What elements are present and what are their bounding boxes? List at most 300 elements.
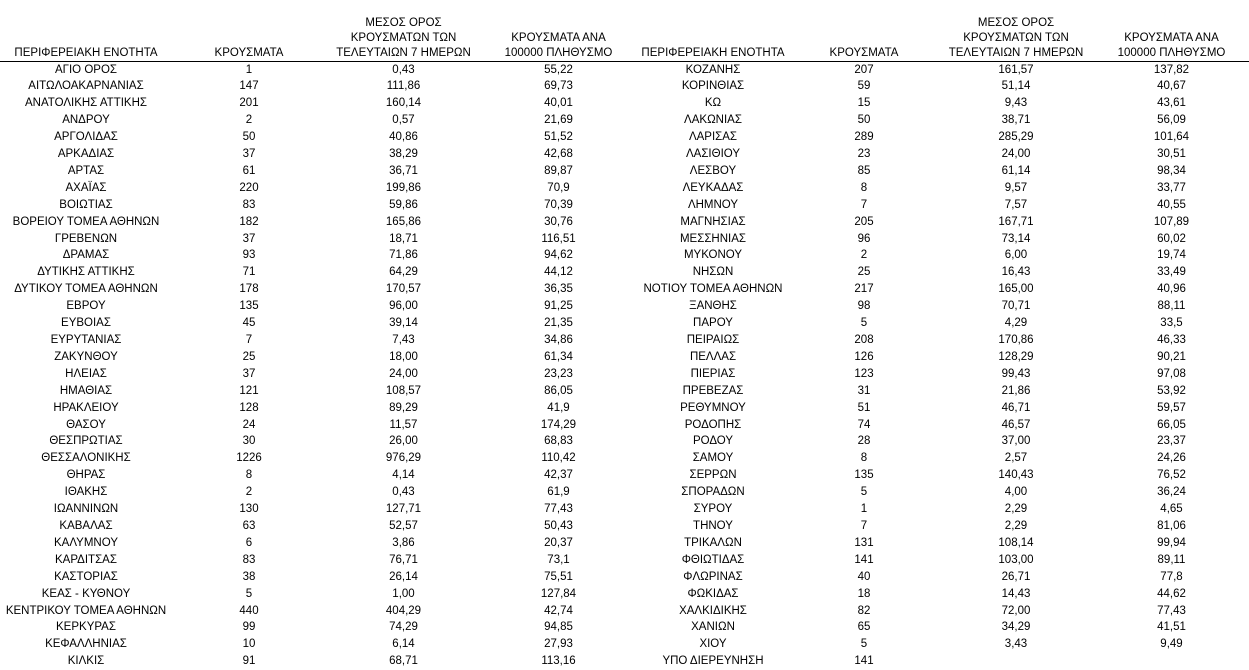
region-cell: ΕΥΡΥΤΑΝΙΑΣ xyxy=(50,334,122,346)
cases-cell: 37 xyxy=(242,148,256,161)
cases-cell: 440 xyxy=(239,604,259,617)
cases-cell: 7 xyxy=(860,198,868,211)
table-row xyxy=(636,315,1249,332)
per100k-cell: 110,42 xyxy=(541,452,576,465)
region-cell: ΛΕΥΚΑΔΑΣ xyxy=(682,181,744,194)
avg7-cell: 2,29 xyxy=(1004,503,1028,516)
cases-cell: 178 xyxy=(239,283,259,296)
table-row xyxy=(636,231,1249,248)
region-cell: ΔΡΑΜΑΣ xyxy=(62,249,110,262)
table-row xyxy=(636,298,1249,315)
cases-cell: 141 xyxy=(854,553,874,566)
table-row xyxy=(0,603,636,620)
cases-cell: 5 xyxy=(860,638,868,651)
table-row xyxy=(636,417,1249,434)
table-row xyxy=(636,484,1249,501)
per100k-cell: 30,76 xyxy=(544,215,573,228)
table-row xyxy=(0,264,636,281)
avg7-cell: 0,43 xyxy=(392,486,415,499)
avg7-cell: 0,57 xyxy=(392,114,415,127)
table-row xyxy=(636,180,1249,197)
avg7-cell: 170,86 xyxy=(998,334,1034,346)
cases-cell: 50 xyxy=(857,114,871,127)
per100k-cell: 70,9 xyxy=(547,181,570,194)
cases-cell: 7 xyxy=(245,334,253,346)
avg7-cell: 89,29 xyxy=(389,401,418,414)
cases-cell: 98 xyxy=(857,300,871,313)
region-cell: ΚΑΡΔΙΤΣΑΣ xyxy=(55,553,117,566)
avg7-cell: 111,86 xyxy=(386,80,421,93)
per100k-cell: 4,65 xyxy=(1160,503,1183,516)
table-row xyxy=(0,433,636,450)
cases-cell: 24 xyxy=(242,418,256,431)
per100k-cell: 33,5 xyxy=(1160,317,1183,330)
avg7-cell: 2,57 xyxy=(1004,452,1028,465)
region-cell: ΠΕΙΡΑΙΩΣ xyxy=(686,334,740,346)
per100k-cell: 56,09 xyxy=(1157,114,1186,127)
avg7-cell: 73,14 xyxy=(1001,232,1031,245)
table-row xyxy=(0,467,636,484)
region-cell: ΕΒΡΟΥ xyxy=(66,300,106,313)
avg7-cell: 26,00 xyxy=(389,435,418,448)
avg7-cell: 103,00 xyxy=(998,553,1034,566)
table-row xyxy=(636,535,1249,552)
region-cell: ΠΡΕΒΕΖΑΣ xyxy=(682,384,744,397)
per100k-cell: 66,05 xyxy=(1157,418,1186,431)
cases-cell: 147 xyxy=(239,80,259,93)
region-cell: ΖΑΚΥΝΘΟΥ xyxy=(54,350,118,363)
header-cases: ΚΡΟΥΣΜΑΤΑ xyxy=(172,0,326,61)
per100k-cell: 137,82 xyxy=(1153,63,1190,76)
cases-cell: 28 xyxy=(857,435,871,448)
per100k-cell: 94,85 xyxy=(544,621,573,634)
region-cell: ΦΛΩΡΙΝΑΣ xyxy=(683,570,743,583)
cases-cell: 50 xyxy=(242,131,256,144)
region-cell: ΜΥΚΟΝΟΥ xyxy=(683,249,743,262)
table-row xyxy=(0,586,636,603)
table-row xyxy=(636,400,1249,417)
per100k-cell: 42,37 xyxy=(544,469,573,482)
per100k-cell: 41,9 xyxy=(547,401,570,414)
cases-cell: 5 xyxy=(860,486,868,499)
per100k-cell: 91,25 xyxy=(544,300,573,313)
avg7-cell: 0,43 xyxy=(392,63,415,76)
cases-cell: 91 xyxy=(242,655,256,668)
right-cases-table xyxy=(636,0,1249,670)
avg7-cell: 11,57 xyxy=(389,418,418,431)
table-row xyxy=(636,332,1249,349)
table-row xyxy=(0,619,636,636)
table-row xyxy=(636,146,1249,163)
region-cell: ΛΑΚΩΝΙΑΣ xyxy=(684,114,742,127)
table-row xyxy=(636,552,1249,569)
avg7-cell: 34,29 xyxy=(1001,621,1031,634)
avg7-cell: 128,29 xyxy=(998,350,1034,363)
region-cell: ΚΑΛΥΜΝΟΥ xyxy=(54,536,118,549)
per100k-cell: 89,11 xyxy=(1157,553,1186,566)
per100k-cell: 44,12 xyxy=(544,266,573,279)
avg7-cell: 21,86 xyxy=(1001,384,1031,397)
region-cell: ΑΓΙΟ ΟΡΟΣ xyxy=(54,63,117,76)
cases-cell: 2 xyxy=(245,114,253,127)
per100k-cell: 20,37 xyxy=(544,536,573,549)
per100k-cell: 9,49 xyxy=(1160,638,1183,651)
per100k-cell: 43,61 xyxy=(1157,97,1186,110)
cases-cell: 82 xyxy=(857,604,871,617)
avg7-cell: 72,00 xyxy=(1001,604,1031,617)
table-row xyxy=(636,653,1249,670)
region-cell: ΙΩΑΝΝΙΝΩΝ xyxy=(53,503,119,516)
table-row xyxy=(0,78,636,95)
header-per100k: ΚΡΟΥΣΜΑΤΑ ΑΝΑ 100000 ΠΛΗΘΥΣΜΟ xyxy=(481,0,636,61)
region-cell: ΠΙΕΡΙΑΣ xyxy=(690,367,736,380)
cases-cell: 65 xyxy=(857,621,871,634)
avg7-cell: 18,00 xyxy=(389,350,418,363)
avg7-cell: 52,57 xyxy=(389,519,418,532)
table-row xyxy=(0,95,636,112)
cases-cell: 2 xyxy=(860,249,868,262)
region-cell: ΝΟΤΙΟΥ ΤΟΜΕΑ ΑΘΗΝΩΝ xyxy=(643,283,783,296)
region-cell: ΛΕΣΒΟΥ xyxy=(689,164,737,177)
avg7-cell: 127,71 xyxy=(385,503,422,516)
cases-cell: 38 xyxy=(242,570,256,583)
per100k-cell: 33,77 xyxy=(1157,181,1186,194)
region-cell: ΚΟΡΙΝΘΙΑΣ xyxy=(681,80,745,93)
table-row xyxy=(0,653,636,670)
region-cell: ΥΠΟ ΔΙΕΡΕΥΝΗΣΗ xyxy=(662,655,764,668)
per100k-cell: 81,06 xyxy=(1157,519,1186,532)
avg7-cell: 7,57 xyxy=(1004,198,1028,211)
per100k-cell: 69,73 xyxy=(544,80,573,93)
cases-cell: 201 xyxy=(239,97,259,110)
region-cell: ΚΑΒΑΛΑΣ xyxy=(59,519,113,532)
left-table-body xyxy=(0,61,636,670)
region-cell: ΚΩ xyxy=(704,97,722,110)
table-row xyxy=(0,197,636,214)
table-row xyxy=(636,450,1249,467)
table-row xyxy=(0,501,636,518)
per100k-cell: 68,83 xyxy=(544,435,573,448)
cases-cell: 40 xyxy=(857,570,871,583)
avg7-cell: 26,14 xyxy=(389,570,418,583)
avg7-cell: 976,29 xyxy=(385,452,422,465)
per100k-cell: 86,05 xyxy=(544,384,573,397)
table-row xyxy=(0,247,636,264)
header-region: ΠΕΡΙΦΕΡΕΙΑΚΗ ΕΝΟΤΗΤΑ xyxy=(636,0,790,61)
right-table-body xyxy=(636,61,1249,670)
region-cell: ΚΙΛΚΙΣ xyxy=(67,655,105,668)
table-row xyxy=(0,636,636,653)
table-row xyxy=(0,535,636,552)
region-cell: ΣΥΡΟΥ xyxy=(693,503,733,516)
avg7-cell: 70,71 xyxy=(1001,300,1031,313)
region-cell: ΑΧΑΪΑΣ xyxy=(65,181,107,194)
per100k-cell: 77,43 xyxy=(544,503,573,516)
cases-cell: 15 xyxy=(857,97,871,110)
region-cell: ΝΗΣΩΝ xyxy=(692,266,734,279)
region-cell: ΤΡΙΚΑΛΩΝ xyxy=(684,536,742,549)
avg7-cell: 9,57 xyxy=(1004,181,1028,194)
table-row xyxy=(636,61,1249,78)
avg7-cell: 4,00 xyxy=(1004,486,1028,499)
per100k-cell: 44,62 xyxy=(1157,587,1186,600)
table-row xyxy=(636,281,1249,298)
table-row xyxy=(0,61,636,78)
per100k-cell: 101,64 xyxy=(1153,131,1190,144)
per100k-cell: 30,51 xyxy=(1157,148,1186,161)
table-row xyxy=(0,112,636,129)
region-cell: ΠΑΡΟΥ xyxy=(693,317,733,330)
per100k-cell: 89,87 xyxy=(544,164,573,177)
per100k-cell: 75,51 xyxy=(544,570,573,583)
table-row xyxy=(0,129,636,146)
region-cell: ΤΗΝΟΥ xyxy=(693,519,733,532)
per100k-cell: 21,69 xyxy=(544,114,573,127)
avg7-cell: 404,29 xyxy=(385,604,422,617)
avg7-cell: 51,14 xyxy=(1001,80,1031,93)
per100k-cell: 107,89 xyxy=(1153,215,1190,228)
right-table-block xyxy=(636,0,1249,670)
table-row xyxy=(0,332,636,349)
left-header-row xyxy=(0,0,636,61)
cases-cell: 23 xyxy=(857,148,871,161)
cases-cell: 130 xyxy=(239,503,259,516)
region-cell: ΑΙΤΩΛΟΑΚΑΡΝΑΝΙΑΣ xyxy=(28,80,144,93)
per100k-cell: 113,16 xyxy=(541,655,576,668)
cases-cell: 30 xyxy=(242,435,256,448)
cases-cell: 128 xyxy=(239,401,259,414)
table-row xyxy=(636,349,1249,366)
avg7-cell: 165,86 xyxy=(385,215,422,228)
header-region: ΠΕΡΙΦΕΡΕΙΑΚΗ ΕΝΟΤΗΤΑ xyxy=(0,0,172,61)
region-cell: ΘΗΡΑΣ xyxy=(66,469,106,482)
cases-cell: 51 xyxy=(857,401,871,414)
cases-cell: 5 xyxy=(860,317,868,330)
per100k-cell: 53,92 xyxy=(1157,384,1186,397)
avg7-cell: 285,29 xyxy=(998,131,1034,144)
avg7-cell: 71,86 xyxy=(389,249,418,262)
region-cell: ΛΑΣΙΘΙΟΥ xyxy=(685,148,741,161)
per100k-cell: 41,51 xyxy=(1157,621,1186,634)
cases-cell: 99 xyxy=(242,621,256,634)
region-cell: ΧΑΝΙΩΝ xyxy=(691,621,735,634)
region-cell: ΚΕΡΚΥΡΑΣ xyxy=(56,621,116,634)
cases-cell: 71 xyxy=(242,266,256,279)
region-cell: ΔΥΤΙΚΗΣ ΑΤΤΙΚΗΣ xyxy=(37,266,135,279)
header-avg7: ΜΕΣΟΣ ΟΡΟΣ ΚΡΟΥΣΜΑΤΩΝ ΤΩΝ ΤΕΛΕΥΤΑΙΩΝ 7 ΗΜΕΡΩΝ xyxy=(938,0,1094,61)
cases-cell: 93 xyxy=(242,249,256,262)
avg7-cell: 59,86 xyxy=(389,198,418,211)
cases-cell: 289 xyxy=(854,131,874,144)
per100k-cell: 36,24 xyxy=(1157,486,1186,499)
cases-cell: 85 xyxy=(857,164,871,177)
avg7-cell: 96,00 xyxy=(389,300,418,313)
per100k-cell: 50,43 xyxy=(544,519,573,532)
avg7-cell: 24,00 xyxy=(1001,148,1031,161)
table-row xyxy=(0,180,636,197)
avg7-cell: 46,57 xyxy=(1001,418,1031,431)
cases-cell: 8 xyxy=(245,469,253,482)
cases-cell: 7 xyxy=(860,519,868,532)
region-cell: ΞΑΝΘΗΣ xyxy=(689,300,737,313)
table-row xyxy=(636,569,1249,586)
avg7-cell: 3,86 xyxy=(392,536,415,549)
per100k-cell: 94,62 xyxy=(544,249,573,262)
avg7-cell: 160,14 xyxy=(385,97,422,110)
header-avg7: ΜΕΣΟΣ ΟΡΟΣ ΚΡΟΥΣΜΑΤΩΝ ΤΩΝ ΤΕΛΕΥΤΑΙΩΝ 7 ΗΜΕΡΩΝ xyxy=(326,0,481,61)
region-cell: ΦΘΙΩΤΙΔΑΣ xyxy=(681,553,745,566)
region-cell: ΗΜΑΘΙΑΣ xyxy=(59,384,113,397)
region-cell: ΣΠΟΡΑΔΩΝ xyxy=(681,486,745,499)
cases-cell: 10 xyxy=(242,638,256,651)
region-cell: ΧΙΟΥ xyxy=(699,638,727,651)
per100k-cell: 51,52 xyxy=(544,131,573,144)
avg7-cell: 167,71 xyxy=(998,215,1034,228)
per100k-cell: 19,74 xyxy=(1157,249,1186,262)
avg7-cell: 37,00 xyxy=(1001,435,1031,448)
table-row xyxy=(636,518,1249,535)
table-row xyxy=(0,349,636,366)
avg7-cell: 26,71 xyxy=(1001,570,1031,583)
table-row xyxy=(0,569,636,586)
per100k-cell: 127,84 xyxy=(540,587,577,600)
per100k-cell: 99,94 xyxy=(1157,536,1186,549)
avg7-cell: 64,29 xyxy=(389,266,418,279)
region-cell: ΘΕΣΣΑΛΟΝΙΚΗΣ xyxy=(41,452,131,465)
avg7-cell: 3,43 xyxy=(1004,638,1028,651)
avg7-cell: 76,71 xyxy=(389,553,418,566)
table-row xyxy=(636,95,1249,112)
region-cell: ΡΕΘΥΜΝΟΥ xyxy=(680,401,746,414)
cases-cell: 1226 xyxy=(236,452,262,465)
region-cell: ΔΥΤΙΚΟΥ ΤΟΜΕΑ ΑΘΗΝΩΝ xyxy=(14,283,158,296)
avg7-cell: 165,00 xyxy=(998,283,1034,296)
region-cell: ΗΡΑΚΛΕΙΟΥ xyxy=(53,401,119,414)
table-row xyxy=(0,552,636,569)
per100k-cell: 23,37 xyxy=(1157,435,1186,448)
table-row xyxy=(0,400,636,417)
region-cell: ΚΕΦΑΛΛΗΝΙΑΣ xyxy=(45,638,127,651)
avg7-cell: 36,71 xyxy=(389,164,418,177)
per100k-cell: 40,96 xyxy=(1157,283,1186,296)
table-row xyxy=(636,78,1249,95)
per100k-cell: 61,9 xyxy=(547,486,570,499)
region-cell: ΑΡΚΑΔΙΑΣ xyxy=(57,148,115,161)
per100k-cell: 23,23 xyxy=(544,367,573,380)
avg7-cell: 108,57 xyxy=(385,384,422,397)
avg7-cell: 38,29 xyxy=(389,148,418,161)
cases-cell: 25 xyxy=(242,350,256,363)
table-row xyxy=(636,619,1249,636)
avg7-cell: 140,43 xyxy=(998,469,1034,482)
cases-cell: 121 xyxy=(239,384,259,397)
region-cell: ΕΥΒΟΙΑΣ xyxy=(61,317,111,330)
per100k-cell: 77,8 xyxy=(1160,570,1183,583)
per100k-cell: 77,43 xyxy=(1157,604,1186,617)
per100k-cell: 97,08 xyxy=(1157,367,1186,380)
table-row xyxy=(636,501,1249,518)
cases-cell: 2 xyxy=(245,486,253,499)
cases-cell: 59 xyxy=(857,80,871,93)
region-cell: ΣΕΡΡΩΝ xyxy=(689,469,737,482)
per100k-cell: 40,01 xyxy=(544,97,573,110)
cases-cell: 208 xyxy=(854,334,874,346)
region-cell: ΚΟΖΑΝΗΣ xyxy=(685,63,741,76)
per100k-cell: 174,29 xyxy=(540,418,577,431)
cases-cell: 25 xyxy=(857,266,871,279)
per100k-cell: 42,68 xyxy=(544,148,573,161)
avg7-cell: 6,14 xyxy=(392,638,415,651)
region-cell: ΜΕΣΣΗΝΙΑΣ xyxy=(679,232,747,245)
cases-cell: 1 xyxy=(860,503,868,516)
cases-cell: 31 xyxy=(857,384,871,397)
per100k-cell: 90,21 xyxy=(1157,350,1186,363)
table-row xyxy=(0,417,636,434)
region-cell: ΚΑΣΤΟΡΙΑΣ xyxy=(54,570,118,583)
cases-cell: 1 xyxy=(245,63,253,76)
table-row xyxy=(0,383,636,400)
right-header-row xyxy=(636,0,1249,61)
cases-cell: 8 xyxy=(860,452,868,465)
table-row xyxy=(0,366,636,383)
cases-cell: 123 xyxy=(854,367,874,380)
cases-cell: 126 xyxy=(854,350,874,363)
avg7-cell: 7,43 xyxy=(392,334,415,346)
region-cell: ΦΩΚΙΔΑΣ xyxy=(687,587,739,600)
avg7-cell: 2,29 xyxy=(1004,519,1028,532)
cases-cell: 45 xyxy=(242,317,256,330)
table-row xyxy=(0,298,636,315)
per100k-cell: 34,86 xyxy=(544,334,573,346)
per100k-cell: 21,35 xyxy=(544,317,573,330)
region-cell: ΚΕΝΤΡΙΚΟΥ ΤΟΜΕΑ ΑΘΗΝΩΝ xyxy=(5,604,167,617)
region-cell: ΒΟΡΕΙΟΥ ΤΟΜΕΑ ΑΘΗΝΩΝ xyxy=(12,215,160,228)
cases-cell: 63 xyxy=(242,519,256,532)
table-row xyxy=(0,214,636,231)
table-row xyxy=(636,383,1249,400)
region-cell: ΡΟΔΟΥ xyxy=(692,435,734,448)
table-row xyxy=(0,450,636,467)
avg7-cell: 61,14 xyxy=(1001,164,1031,177)
table-row xyxy=(0,163,636,180)
table-row xyxy=(636,603,1249,620)
avg7-cell: 9,43 xyxy=(1004,97,1028,110)
region-cell: ΡΟΔΟΠΗΣ xyxy=(684,418,742,431)
avg7-cell: 161,57 xyxy=(998,63,1034,76)
cases-cell: 205 xyxy=(854,215,874,228)
avg7-cell: 4,29 xyxy=(1004,317,1028,330)
region-cell: ΑΡΤΑΣ xyxy=(67,164,105,177)
avg7-cell: 99,43 xyxy=(1001,367,1031,380)
per100k-cell: 36,35 xyxy=(544,283,573,296)
per100k-cell: 98,34 xyxy=(1157,164,1186,177)
cases-cell: 5 xyxy=(245,587,253,600)
table-row xyxy=(636,214,1249,231)
header-cases: ΚΡΟΥΣΜΑΤΑ xyxy=(790,0,938,61)
cases-cell: 96 xyxy=(857,232,871,245)
per100k-cell: 27,93 xyxy=(544,638,573,651)
per100k-cell: 59,57 xyxy=(1157,401,1186,414)
avg7-cell: 39,14 xyxy=(389,317,418,330)
cases-cell: 18 xyxy=(857,587,871,600)
avg7-cell: 1,00 xyxy=(392,587,415,600)
avg7-cell: 46,71 xyxy=(1001,401,1031,414)
per100k-cell: 116,51 xyxy=(541,232,576,245)
cases-cell: 182 xyxy=(239,215,259,228)
table-row xyxy=(636,586,1249,603)
region-cell: ΑΝΑΤΟΛΙΚΗΣ ΑΤΤΙΚΗΣ xyxy=(24,97,147,110)
table-row xyxy=(636,636,1249,653)
